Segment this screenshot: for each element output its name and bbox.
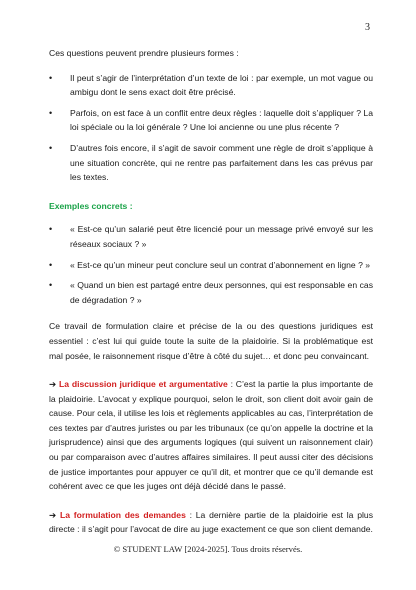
section-discussion bbox=[49, 377, 373, 494]
intro-text: Ces questions peuvent prendre plusieurs formes : bbox=[49, 48, 239, 58]
list-item: • « Est-ce qu’un mineur peut conclure seul un contrat d’abonnement en ligne ? » bbox=[49, 258, 373, 273]
section-discussion-text: : C’est la partie la plus importante de la plaidoirie. L’avocat y explique pourquoi, selon le droit, son client doit avoir gain de cause. Pour cela, il utilise les lois et règlements applicables au cas, l’interprétation de ces textes par d’autres juristes ou par les tribunaux (ce qu’on appelle la doctrine et la jurisprudence) ainsi que des arguments logiques (qui suivent un raisonnement clair) ou par comparaison avec d’autres affaires similaires. Il peut aussi citer des décisions de justice importantes pour appuyer ce qu’il dit, et montrer que ce qu’il demande est cohérent avec ce que les juges ont déjà décidé dans le passé. bbox=[49, 379, 373, 492]
examples-heading: Exemples concrets : bbox=[49, 200, 133, 211]
list-item: • Il peut s’agir de l’interprétation d’un texte de loi : par exemple, un mot vague ou ambigu dont le sens exact doit être précisé. bbox=[49, 71, 373, 100]
section-discussion-title: La discussion juridique et argumentative bbox=[59, 379, 228, 390]
arrow-icon: ➔ bbox=[49, 379, 57, 390]
forms-list bbox=[49, 71, 373, 185]
list-item: • D’autres fois encore, il s’agit de savoir comment une règle de droit s’applique à une situation concrète, qui ne rentre pas parfaitement dans les cas prévus par les textes. bbox=[49, 141, 373, 185]
examples-list bbox=[49, 222, 373, 307]
page-number: 3 bbox=[365, 22, 370, 33]
list-item: • « Quand un bien est partagé entre deux personnes, qui est responsable en cas de dégradation ? » bbox=[49, 278, 373, 307]
list-item: • Parfois, on est face à un conflit entre deux règles : laquelle doit s’appliquer ? La loi spéciale ou la loi générale ? Une loi ancienne ou une plus récente ? bbox=[49, 106, 373, 135]
arrow-icon: ➔ bbox=[49, 509, 57, 520]
document-body bbox=[49, 46, 373, 537]
section-demands-text: : La dernière partie de la plaidoirie est la plus directe : il s’agit pour l’avocat de dire au juge exactement ce que son client demande. bbox=[49, 509, 373, 535]
summary-paragraph: Ce travail de formulation claire et précise de la ou des questions juridiques est essentiel : c’est lui qui guide toute la suite de la plaidoirie. Si la problématique est mal posée, le raisonnement risque d’être à côté du sujet… et donc peu convaincant. bbox=[49, 321, 373, 361]
footer-copyright: © STUDENT LAW [2024-2025]. Tous droits réservés. bbox=[113, 544, 303, 554]
section-demands bbox=[49, 508, 373, 537]
list-item: • « Est-ce qu’un salarié peut être licencié pour un message privé envoyé sur les réseaux sociaux ? » bbox=[49, 222, 373, 251]
section-demands-title: La formulation des demandes bbox=[59, 509, 186, 520]
